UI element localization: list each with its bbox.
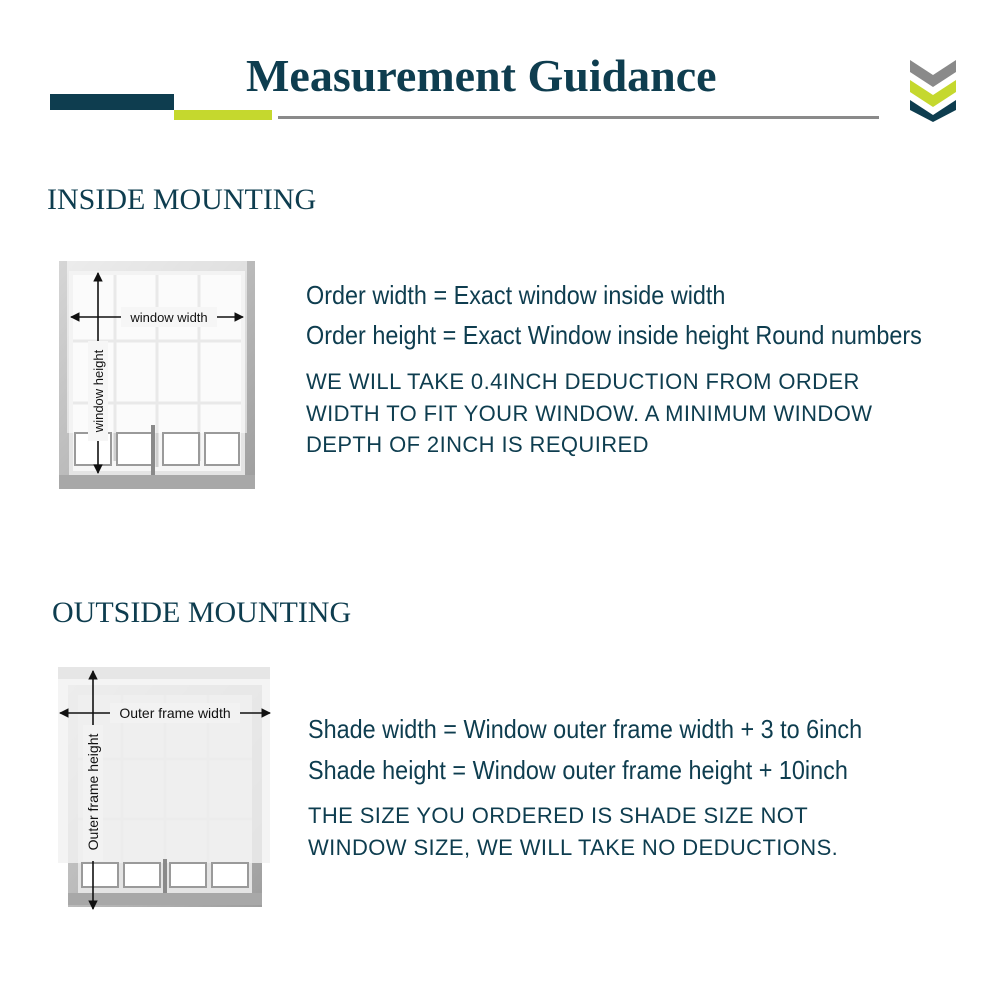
width-label: Outer frame width	[119, 705, 231, 721]
chevron-gray	[910, 60, 956, 87]
header-bar-dark	[50, 94, 174, 110]
outside-note-line: THE SIZE YOU ORDERED IS SHADE SIZE NOT	[308, 803, 809, 828]
inside-note-line: WIDTH TO FIT YOUR WINDOW. A MINIMUM WINDOW	[306, 400, 873, 426]
outside-shade-width-formula: Shade width = Window outer frame width + 3 to 6inch	[308, 714, 863, 744]
inside-order-width-formula: Order width = Exact window inside width	[306, 280, 726, 310]
chevron-down-icon	[908, 58, 958, 122]
inside-note-line: DEPTH OF 2INCH IS REQUIRED	[306, 432, 649, 457]
window-sill	[59, 475, 255, 489]
outside-mounting-heading: OUTSIDE MOUNTING	[52, 596, 352, 629]
width-label: window width	[130, 310, 208, 325]
outside-note-line: WINDOW SIZE, WE WILL TAKE NO DEDUCTIONS.	[308, 834, 839, 860]
inside-note-line: WE WILL TAKE 0.4INCH DEDUCTION FROM ORDER	[306, 369, 860, 394]
window-sill	[68, 893, 262, 905]
height-label: Outer frame height	[85, 733, 101, 851]
header-bar-lime	[174, 110, 272, 120]
outside-shade-height-formula: Shade height = Window outer frame height + 10inch	[308, 755, 848, 785]
header-rule	[278, 116, 879, 119]
inside-mount-diagram	[59, 261, 255, 489]
outside-notes	[308, 800, 838, 863]
inside-order-height-formula: Order height = Exact Window inside height Round numbers	[306, 320, 922, 350]
height-label: window height	[91, 349, 106, 433]
page-title: Measurement Guidance	[246, 50, 717, 101]
inside-mounting-heading: INSIDE MOUNTING	[47, 183, 317, 216]
inside-notes	[306, 366, 872, 461]
shade-headrail	[58, 667, 270, 679]
outside-mount-diagram	[58, 667, 272, 913]
